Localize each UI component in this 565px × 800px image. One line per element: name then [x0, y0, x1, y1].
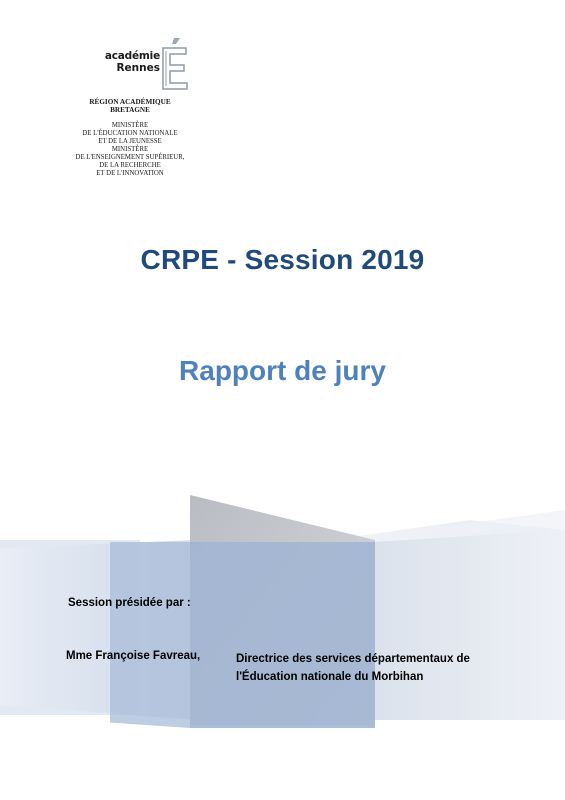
president-role-line: Directrice des services départementaux de	[236, 653, 470, 665]
presided-label: Session présidée par :	[68, 597, 191, 609]
ministry-line: DE L'ENSEIGNEMENT SUPÉRIEUR,	[75, 154, 185, 161]
logo-rennes-text: Rennes	[116, 62, 160, 74]
logo-academie-text: académie	[104, 50, 160, 62]
region-line: RÉGION ACADÉMIQUE	[89, 98, 171, 106]
ministry-line: ET DE L'INNOVATION	[96, 170, 164, 177]
ministry-line: ET DE LA JEUNESSE	[98, 138, 162, 145]
marianne-e-icon	[160, 36, 190, 92]
document-subtitle: Rapport de jury	[179, 355, 386, 386]
document-title: CRPE - Session 2019	[140, 244, 425, 275]
ministries-block	[40, 122, 220, 178]
region-line: BRETAGNE	[110, 106, 150, 114]
decorative-band	[0, 490, 565, 740]
academie-logo	[100, 36, 200, 96]
ministry-line: DE L'ÉDUCATION NATIONALE	[82, 130, 178, 137]
president-name: Mme Françoise Favreau,	[66, 650, 201, 662]
president-role-line: l'Éducation nationale du Morbihan	[236, 671, 424, 683]
ministry-line: MINISTÈRE	[111, 146, 149, 153]
president-role	[236, 650, 536, 686]
region-academique	[40, 98, 220, 114]
ministry-line: DE LA RECHERCHE	[99, 162, 161, 169]
ministry-line: MINISTÈRE	[111, 122, 149, 129]
